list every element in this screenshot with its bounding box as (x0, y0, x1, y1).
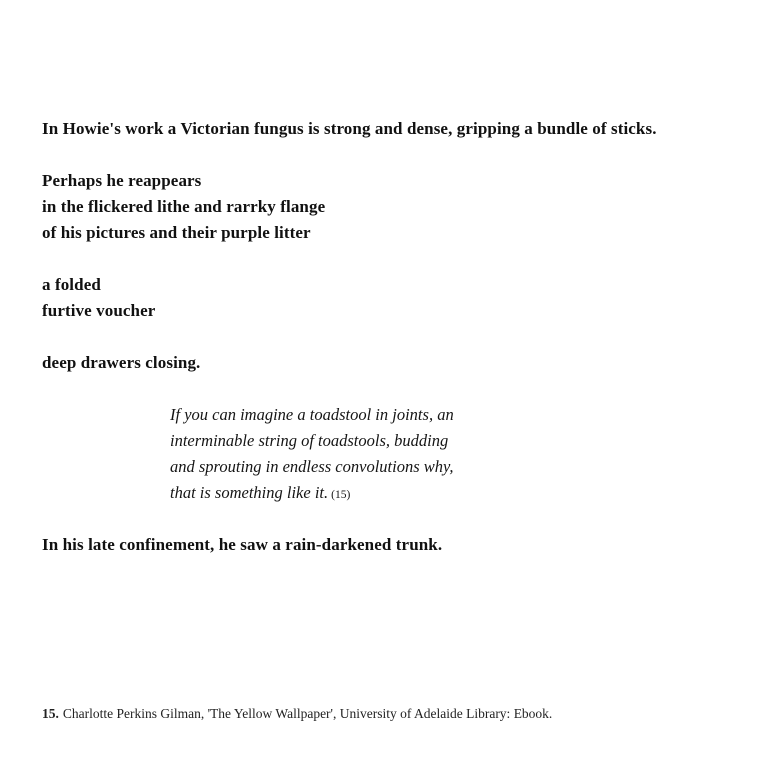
poem-line: of his pictures and their purple litter (42, 223, 311, 242)
quote-line: interminable string of toadstools, budding (170, 431, 449, 450)
intro-paragraph: In Howie's work a Victorian fungus is strong and dense, gripping a bundle of sticks. (42, 119, 657, 138)
footnote-text: Charlotte Perkins Gilman, 'The Yellow Wallpaper', University of Adelaide Library: Ebook. (62, 706, 553, 721)
poem-line: a folded (42, 275, 101, 294)
closing-paragraph: In his late confinement, he saw a rain-darkened trunk. (42, 535, 443, 554)
quote-line: and sprouting in endless convolutions why, (170, 457, 454, 476)
footnote-reference[interactable]: (15) (331, 489, 351, 501)
poem-line: furtive voucher (42, 301, 156, 320)
poem-line: in the flickered lithe and rarrky flange (42, 197, 326, 216)
footnote-number: 15. (42, 706, 59, 721)
quote-line-last (170, 483, 350, 505)
footnote (42, 704, 552, 724)
quote-line-text: that is something like it. (170, 483, 329, 502)
poem-line: deep drawers closing. (42, 353, 201, 372)
poem-line: Perhaps he reappears (42, 171, 202, 190)
quote-line: If you can imagine a toadstool in joints, an (170, 405, 454, 424)
